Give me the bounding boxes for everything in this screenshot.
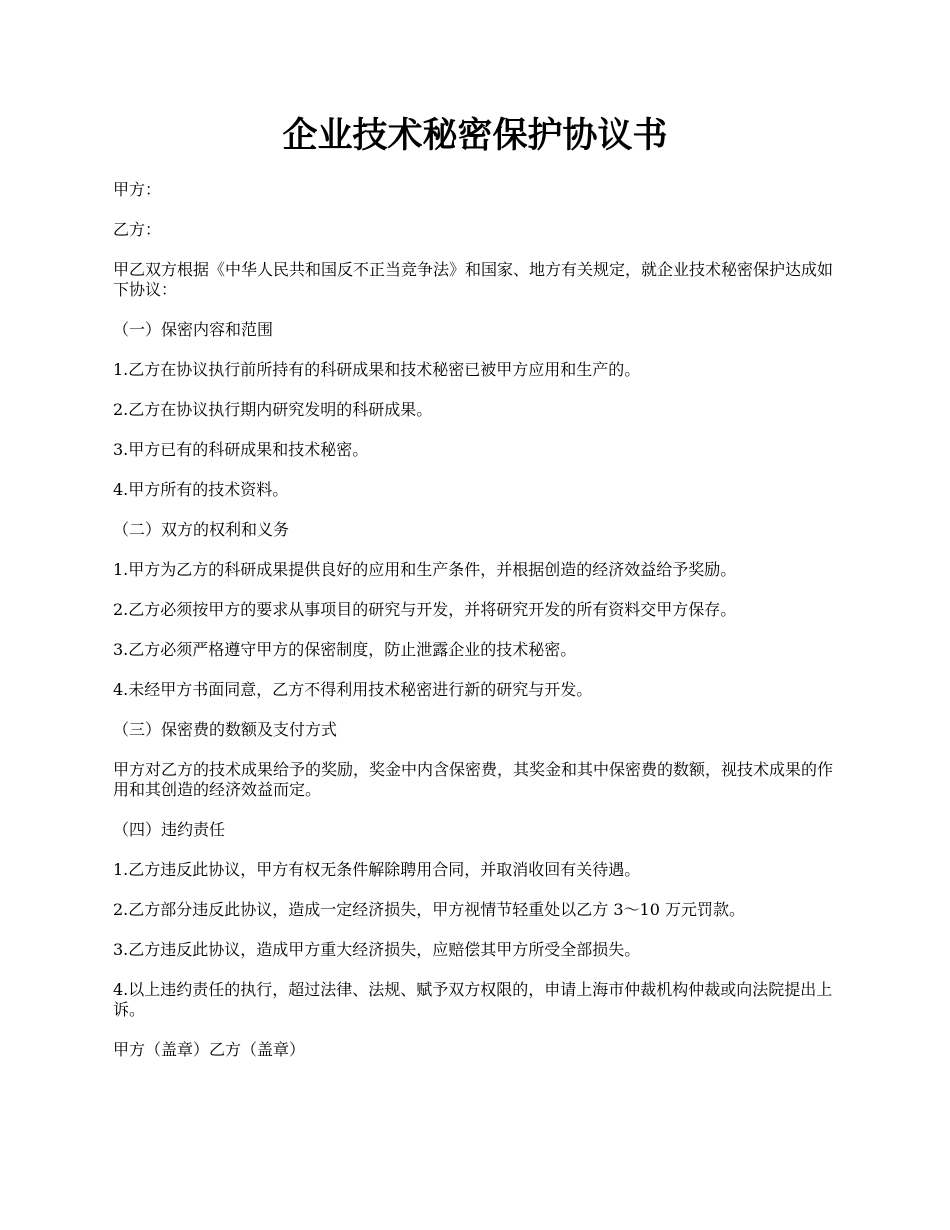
section-heading-fees: （三）保密费的数额及支付方式 — [113, 720, 338, 739]
liability-item-2: 2.乙方部分违反此协议，造成一定经济损失，甲方视情节轻重处以乙方 3～10 万元罚款。 — [113, 900, 745, 919]
scope-item-3: 3.甲方已有的科研成果和技术秘密。 — [113, 440, 369, 459]
section-heading-liability: （四）违约责任 — [113, 820, 226, 839]
scope-item-1: 1.乙方在协议执行前所持有的科研成果和技术秘密已被甲方应用和生产的。 — [113, 360, 641, 379]
rights-item-2: 2.乙方必须按甲方的要求从事项目的研究与开发，并将研究开发的所有资料交甲方保存。 — [113, 600, 737, 619]
scope-item-2: 2.乙方在协议执行期内研究发明的科研成果。 — [113, 400, 433, 419]
preamble-paragraph: 甲乙双方根据《中华人民共和国反不正当竞争法》和国家、地方有关规定，就企业技术秘密保护达成如下协议： — [113, 260, 834, 299]
rights-item-3: 3.乙方必须严格遵守甲方的保密制度，防止泄露企业的技术秘密。 — [113, 640, 577, 659]
rights-item-1: 1.甲方为乙方的科研成果提供良好的应用和生产条件，并根据创造的经济效益给予奖励。 — [113, 560, 737, 579]
party-b-line: 乙方： — [113, 220, 162, 239]
liability-item-1: 1.乙方违反此协议，甲方有权无条件解除聘用合同，并取消收回有关待遇。 — [113, 860, 641, 879]
document-body — [113, 180, 843, 1080]
signature-line: 甲方（盖章）乙方（盖章） — [113, 1040, 306, 1059]
scope-item-4: 4.甲方所有的技术资料。 — [113, 480, 289, 499]
liability-item-4: 4.以上违约责任的执行，超过法律、法规、赋予双方权限的，申请上海市仲裁机构仲裁或向法院提出上诉。 — [113, 980, 833, 1019]
section-heading-scope: （一）保密内容和范围 — [113, 320, 274, 339]
fees-paragraph: 甲方对乙方的技术成果给予的奖励，奖金中内含保密费，其奖金和其中保密费的数额，视技术成果的作用和其创造的经济效益而定。 — [113, 760, 834, 799]
document-title: 企业技术秘密保护协议书 — [282, 115, 668, 156]
liability-item-3: 3.乙方违反此协议，造成甲方重大经济损失，应赔偿其甲方所受全部损失。 — [113, 940, 641, 959]
section-heading-rights: （二）双方的权利和义务 — [113, 520, 290, 539]
rights-item-4: 4.未经甲方书面同意，乙方不得利用技术秘密进行新的研究与开发。 — [113, 680, 593, 699]
party-a-line: 甲方： — [113, 180, 162, 199]
